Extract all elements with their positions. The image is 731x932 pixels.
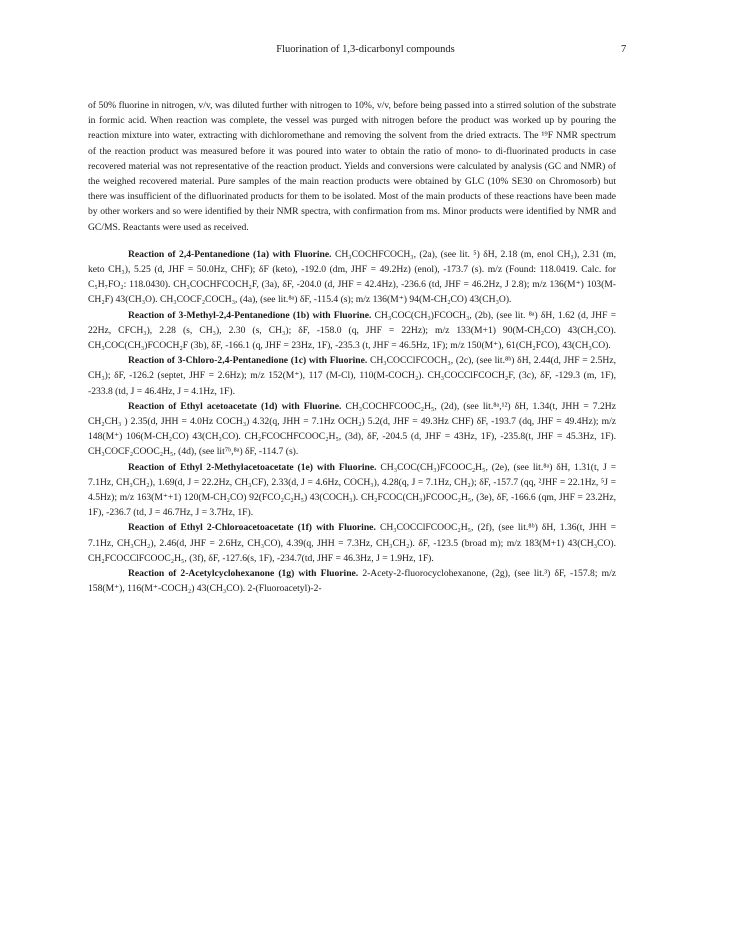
reaction-text: CH₃COCClFCOOC₂H₅, (2f), (see lit.⁸ᵇ) δH, 1.36(t, JHH = 7.1Hz, CH₃CH₂), 2.46(d, JHF = 2.6Hz, CH₃CO), 4.39(q, JHH = 7.3Hz, CH₃CH₂). δF, -123.5 (broad m); m/z 183(M+1) 43(CH₃CO). CH₂FCOCClFCOOC₂H₅, (3f), δF, -127.6(s, 1F), -234.7(td, JHF = 46.3Hz, J = 1.9Hz, 1F). bbox=[88, 522, 616, 564]
reaction-text: CH₃COCClFCOCH₃, (2c), (see lit.⁸ᵇ) δH, 2.44(d, JHF = 2.5Hz, CH₃); δF, -126.2 (septet, JHF = 2.6Hz); m/z 152(M⁺), 117 (M-Cl), 110(M-COCH₂). CH₃COCClFCOCH₂F, (3c), δF, -129.3 (m, 1F), -233.8 (td, J = 46.4Hz, J = 4.1Hz, 1F). bbox=[88, 355, 616, 397]
reaction-heading: Reaction of Ethyl acetoacetate (1d) with Fluorine. bbox=[128, 400, 342, 412]
page-number: 7 bbox=[621, 44, 627, 55]
reaction-heading: Reaction of 2-Acetylcyclohexanone (1g) with Fluorine. bbox=[128, 568, 359, 580]
reaction-text: CH₃COC(CH₃)FCOOC₂H₅, (2e), (see lit.⁸ᵃ) δH, 1.31(t, J = 7.1Hz, CH₃CH₂), 1.69(d, J = 22.2Hz, CH₃CF), 2.33(d, J = 4.6Hz, COCH₃), 4.28(q, J = 7.1Hz, CH₂); δF, -157.7 (qq, ²JHF = 22.1Hz, ⁵J = 4.5Hz); m/z 163(M⁺+1) 120(M-CH₂CO) 92(FCO₂C₂H₅) 43(COCH₃). CH₂FCOC(CH₃)FCOOC₂H₅, (3e), δF, -166.6 (qm, JHF = 23.2Hz, 1F), -236.7 (td, J = 46.7Hz, J = 3.7Hz, 1F). bbox=[88, 461, 616, 519]
reaction-text: CH₃COCHFCOCH₃, (2a), (see lit. ⁵) δH, 2.18 (m, enol CH₃), 2.31 (m, keto CH₃), 5.25 (d, JHF = 50.0Hz, CHF); δF (keto), -192.0 (dm, JHF = 49.2Hz) (enol), -173.7 (s). m/z (Found: 118.0419. Calc. for C₅H₇FO₂: 118.0430). CH₃COCHFCOCH₂F, (3a), δF, -204.0 (d, JHF = 42.4Hz), -236.6 (td, JHF = 46.2Hz, J 2.8); m/z 136(M⁺) 103(M-CH₂F) 43(CH₃O). CH₃COCF₂COCH₃, (4a), (see lit.⁸ᵃ) δF, -115.4 (s); m/z 136(M⁺) 94(M-CH₂CO) 43(CH₃O). bbox=[88, 248, 616, 306]
reaction-heading: Reaction of Ethyl 2-Methylacetoacetate (1e) with Fluorine. bbox=[128, 461, 377, 473]
reaction-text: CH₃COC(CH₃)FCOCH₃, (2b), (see lit. ⁸ᵃ) δH, 1.62 (d, JHF = 22Hz, CFCH₃), 2.28 (s, CH₃), 2.30 (s, CH₃); δF, -158.0 (q, JHF = 22Hz); m/z 133(M+1) 90(M-CH₂CO) 43(CH₃CO). CH₃COC(CH₃)FCOCH₂F (3b), δF, -166.1 (q, JHF = 23Hz, 1F), -235.3 (t, JHF = 46.5Hz, 1F); m/z 150(M⁺), 61(CH₂FCO), 43(CH₃CO). bbox=[88, 309, 616, 352]
reaction-paragraph-1e bbox=[88, 460, 616, 521]
reaction-text: CH₃COCHFCOOC₂H₅, (2d), (see lit.⁸ᵃ,¹²) δH, 1.34(t, JHH = 7.2Hz CH₂CH₃ ) 2.35(d, JHH = 4.0Hz COCH₃) 4.32(q, JHH = 7.1Hz OCH₂) 5.2(d, JHF = 49.3Hz CHF) δF, -193.7 (dq, JHF = 49.4Hz); m/z 148(M⁺) 106(M-CH₂CO) 43(CH₃CO). CH₂FCOCHFCOOC₂H₅, (3d), δF, -204.5 (d, JHF = 43Hz, 1F), -235.8(t, JHF = 45.3Hz, 1F). CH₃COCF₂COOC₂H₅, (4d), (see lit⁷ᵇ,⁸ᵃ) δF, -114.7 (s). bbox=[88, 400, 616, 458]
reaction-heading: Reaction of 3-Methyl-2,4-Pentanedione (1b) with Fluorine. bbox=[128, 309, 372, 321]
running-title: Fluorination of 1,3-dicarbonyl compounds bbox=[276, 44, 455, 55]
reaction-paragraph-1a bbox=[88, 247, 616, 308]
reaction-paragraph-1g bbox=[88, 566, 616, 596]
reaction-heading: Reaction of 3-Chloro-2,4-Pentanedione (1c) with Fluorine. bbox=[128, 355, 368, 367]
reaction-paragraph-1c bbox=[88, 353, 616, 399]
reaction-paragraph-1d bbox=[88, 399, 616, 460]
reaction-paragraph-1b bbox=[88, 308, 616, 354]
reaction-paragraph-1f bbox=[88, 520, 616, 566]
page-body bbox=[88, 98, 616, 597]
reaction-text: 2-Acety-2-fluorocyclohexanone, (2g), (see lit.³) δF, -157.8; m/z 158(M⁺), 116(M⁺-COCH₂) 43(CH₃CO). 2-(Fluoroacetyl)-2- bbox=[88, 568, 616, 595]
reaction-heading: Reaction of 2,4-Pentanedione (1a) with Fluorine. bbox=[128, 248, 332, 260]
intro-paragraph: of 50% fluorine in nitrogen, v/v, was diluted further with nitrogen to 10%, v/v, before being passed into a stirred solution of the substrate in formic acid. When reaction was complete, the vessel was purged with nitrogen before the product was worked up by pouring the reaction mixture into water, extracting with dichloromethane and removing the solvent from the dried extracts. The ¹⁹F NMR spectrum of the reaction product was measured before it was poured into water to obtain the ratio of mono- to di-fluorinated products in case recovered material was not representative of the reaction product. Yields and conversions were calculated by analysis (GC and NMR) of the weighed recovered material. Pure samples of the main reaction products were obtained by GLC (10% SE30 on Chromosorb) but there was insufficient of the difluorinated products for them to be isolated. Most of the main products of these reactions have been made by other workers and so were identified by their NMR spectra, with confirmation from ms. Minor products were identified by NMR and GC/MS. Reactants were used as received. bbox=[88, 100, 616, 233]
reaction-heading: Reaction of Ethyl 2-Chloroacetoacetate (1f) with Fluorine. bbox=[128, 522, 376, 534]
